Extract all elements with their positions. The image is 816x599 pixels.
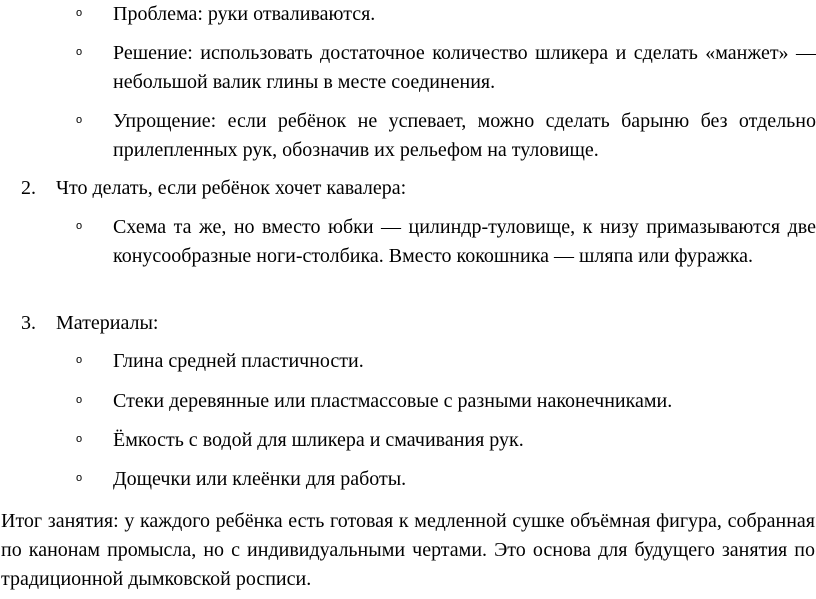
list-item-text: Стеки деревянные или пластмассовые с разными наконечниками.	[113, 390, 673, 412]
list-item-text: Упрощение: если ребёнок не успевает, можно сделать барыню без отдельно прилепленных рук, обозначив их рельефом на туловище.	[113, 110, 816, 161]
list-item-text: Дощечки или клеёнки для работы.	[113, 468, 407, 490]
summary-paragraph: Итог занятия: у каждого ребёнка есть готовая к медленной сушке объёмная фигура, собранная по канонам промысла, но с индивидуальными чертами. Это основа для будущего занятия по традиционной дымковской росписи.	[1, 510, 815, 590]
list-item-text: Ёмкость с водой для шликера и смачивания рук.	[113, 429, 524, 451]
bullet-marker: o	[76, 114, 83, 126]
item-number: 2.	[21, 177, 36, 199]
list-item-text: Решение: использовать достаточное количество шликера и сделать «манжет» — небольшой валик глины в месте соединения.	[113, 42, 816, 93]
bullet-marker: o	[76, 354, 83, 366]
bullet-marker: o	[76, 433, 83, 445]
bullet-marker: o	[76, 220, 83, 232]
bullet-marker: o	[76, 46, 83, 58]
list-item-text: Глина средней пластичности.	[113, 350, 364, 372]
bullet-marker: o	[76, 472, 83, 484]
list-item-text: Схема та же, но вместо юбки — цилиндр-туловище, к низу примазываются две конусообразные ноги-столбика. Вместо кокошника — шляпа или фуражка.	[113, 216, 816, 267]
list-item-text: Проблема: руки отваливаются.	[113, 3, 376, 25]
numbered-item-text: Материалы:	[56, 312, 159, 334]
item-number: 3.	[21, 312, 36, 334]
bullet-marker: o	[76, 394, 83, 406]
bullet-marker: o	[76, 7, 83, 19]
numbered-item-text: Что делать, если ребёнок хочет кавалера:	[56, 177, 407, 199]
